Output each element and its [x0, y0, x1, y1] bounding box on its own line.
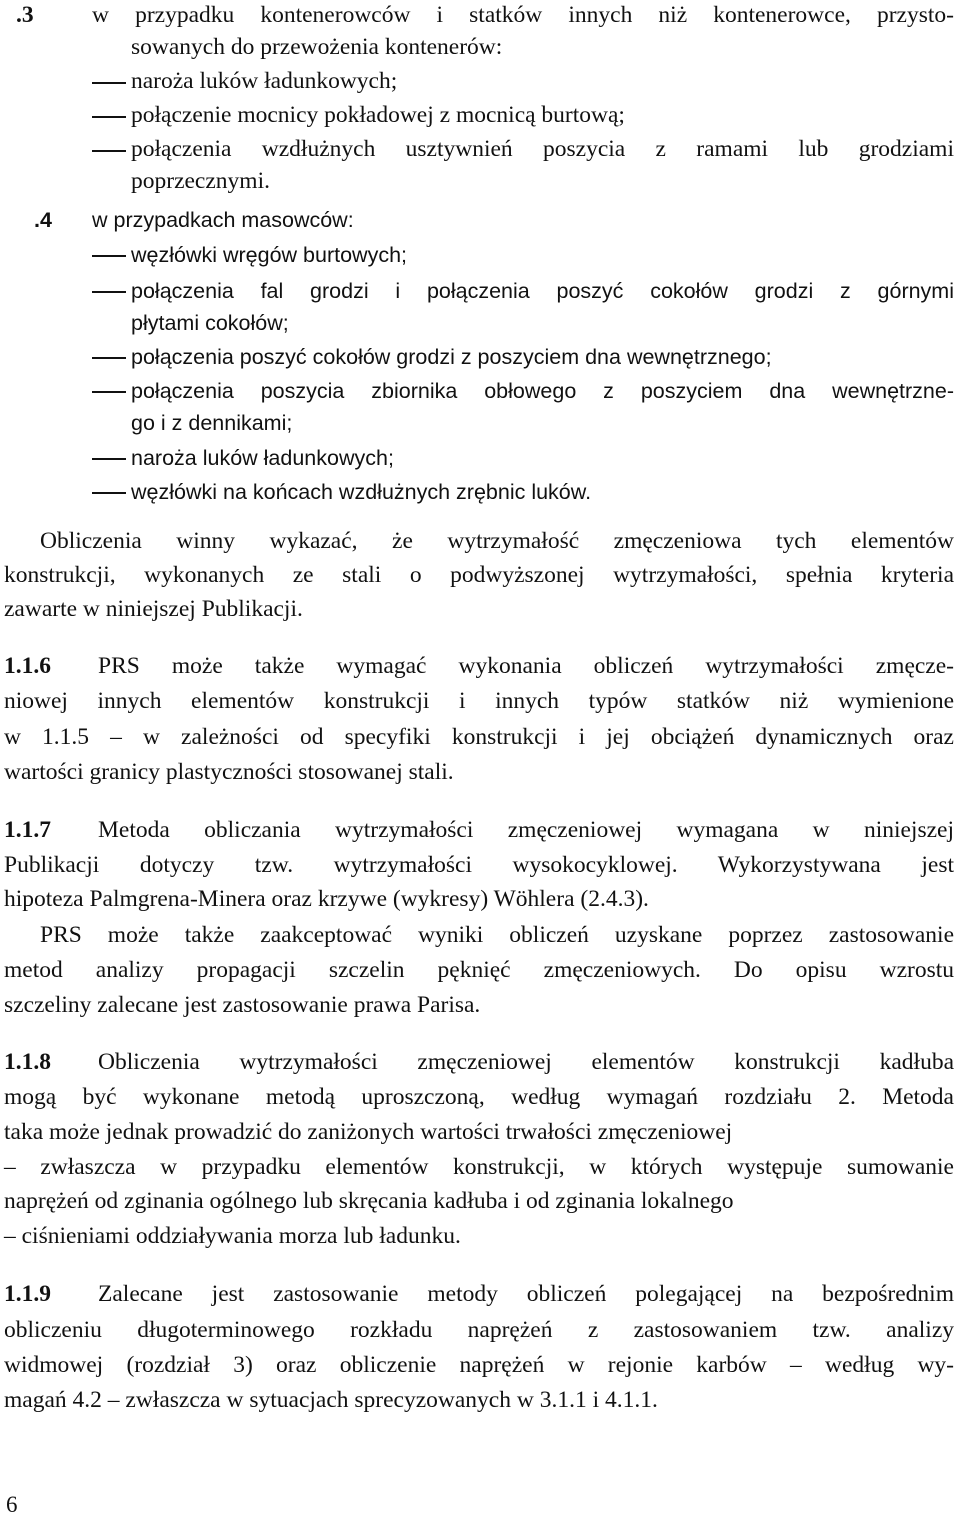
section-text: wartości granicy plastyczności stosowanej stali. [4, 759, 454, 785]
section-text: metod analizy propagacji szczelin pęknięć zmęczeniowych. Do opisu wzrostu [4, 957, 954, 983]
section-text: szczeliny zalecane jest zastosowanie prawa Parisa. [4, 992, 481, 1018]
section-text: taka może jednak prowadzić do zaniżonych wartości trwałości zmęczeniowej [4, 1119, 733, 1145]
dash-bullet [92, 357, 126, 359]
list4-item-text: połączenia poszyć cokołów grodzi z poszyciem dna wewnętrznego; [131, 345, 772, 369]
section-text: Publikacji dotyczy tzw. wytrzymałości wysokocyklowej. Wykorzystywana jest [4, 852, 954, 878]
list4-item-text: węzłówki wręgów burtowych; [131, 243, 408, 267]
list3-item-text: połączenia wzdłużnych usztywnień poszycia z ramami lub grodziami [131, 136, 954, 162]
section-text: Obliczenia wytrzymałości zmęczeniowej elementów konstrukcji kadłuba [98, 1049, 954, 1075]
section-text: PRS może także wymagać wykonania obliczeń wytrzymałości zmęcze- [98, 653, 954, 679]
dash-bullet [92, 150, 126, 152]
section-text: naprężeń od zginania ogólnego lub skręcania kadłuba i od zginania lokalnego [4, 1188, 734, 1214]
list3-item-text: poprzecznymi. [131, 168, 270, 194]
dash-bullet [92, 291, 126, 293]
list3-item-text: naroża luków ładunkowych; [131, 68, 398, 94]
section-text: PRS może także zaakceptować wyniki obliczeń uzyskane poprzez zastosowanie [40, 922, 954, 948]
paragraph-text: Obliczenia winny wykazać, że wytrzymałość zmęczeniowa tych elementów [40, 528, 954, 554]
list3-intro-text-1: w przypadku kontenerowców i statków innych niż kontenerowce, przysto- [92, 2, 954, 28]
paragraph-text: zawarte w niniejszej Publikacji. [4, 596, 303, 622]
list4-item-text: płytami cokołów; [131, 311, 289, 335]
list4-item-text: połączenia poszycia zbiornika obłowego z poszyciem dna wewnętrzne- [131, 379, 954, 403]
section-text: magań 4.2 – zwłaszcza w sytuacjach sprecyzowanych w 3.1.1 i 4.1.1. [4, 1387, 658, 1413]
dash-bullet [92, 391, 126, 393]
paragraph-text: konstrukcji, wykonanych ze stali o podwyższonej wytrzymałości, spełnia kryteria [4, 562, 954, 588]
section-text: – zwłaszcza w przypadku elementów konstrukcji, w których występuje sumowanie [4, 1154, 954, 1180]
section-number: 1.1.7 [4, 817, 51, 843]
list4-intro-text: w przypadkach masowców: [92, 208, 354, 232]
section-number: 1.1.8 [4, 1049, 51, 1075]
list3-intro-text-2: sowanych do przewożenia kontenerów: [131, 34, 503, 60]
dash-bullet [92, 255, 126, 257]
section-text: widmowej (rozdział 3) oraz obliczenie naprężeń w rejonie karbów – według wy- [4, 1352, 954, 1378]
section-number: 1.1.9 [4, 1281, 51, 1307]
section-text: hipoteza Palmgrena-Minera oraz krzywe (wykresy) Wöhlera (2.4.3). [4, 886, 649, 912]
list4-item-text: połączenia fal grodzi i połączenia poszyć cokołów grodzi z górnymi [131, 279, 954, 303]
dash-bullet [92, 82, 126, 84]
list4-item-text: węzłówki na końcach wzdłużnych zrębnic luków. [131, 480, 592, 504]
section-text: Metoda obliczania wytrzymałości zmęczeniowej wymagana w niniejszej [98, 817, 954, 843]
dash-bullet [92, 492, 126, 494]
section-text: Zalecane jest zastosowanie metody obliczeń polegającej na bezpośrednim [98, 1281, 954, 1307]
list3-number: .3 [16, 2, 34, 28]
section-text: w 1.1.5 – w zależności od specyfiki konstrukcji i jej obciążeń dynamicznych oraz [4, 724, 954, 750]
list3-item-text: połączenie mocnicy pokładowej z mocnicą burtową; [131, 102, 625, 128]
section-number: 1.1.6 [4, 653, 51, 679]
dash-bullet [92, 116, 126, 118]
dash-bullet [92, 458, 126, 460]
section-text: obliczeniu długoterminowego rozkładu naprężeń z zastosowaniem tzw. analizy [4, 1317, 954, 1343]
list4-number: .4 [34, 208, 52, 232]
page-number: 6 [6, 1492, 18, 1517]
section-text: niowej innych elementów konstrukcji i innych typów statków niż wymienione [4, 688, 954, 714]
list4-item-text: go i z dennikami; [131, 411, 293, 435]
section-text: – ciśnieniami oddziaływania morza lub ładunku. [4, 1223, 461, 1249]
section-text: mogą być wykonane metodą uproszczoną, według wymagań rozdziału 2. Metoda [4, 1084, 954, 1110]
list4-item-text: naroża luków ładunkowych; [131, 446, 394, 470]
